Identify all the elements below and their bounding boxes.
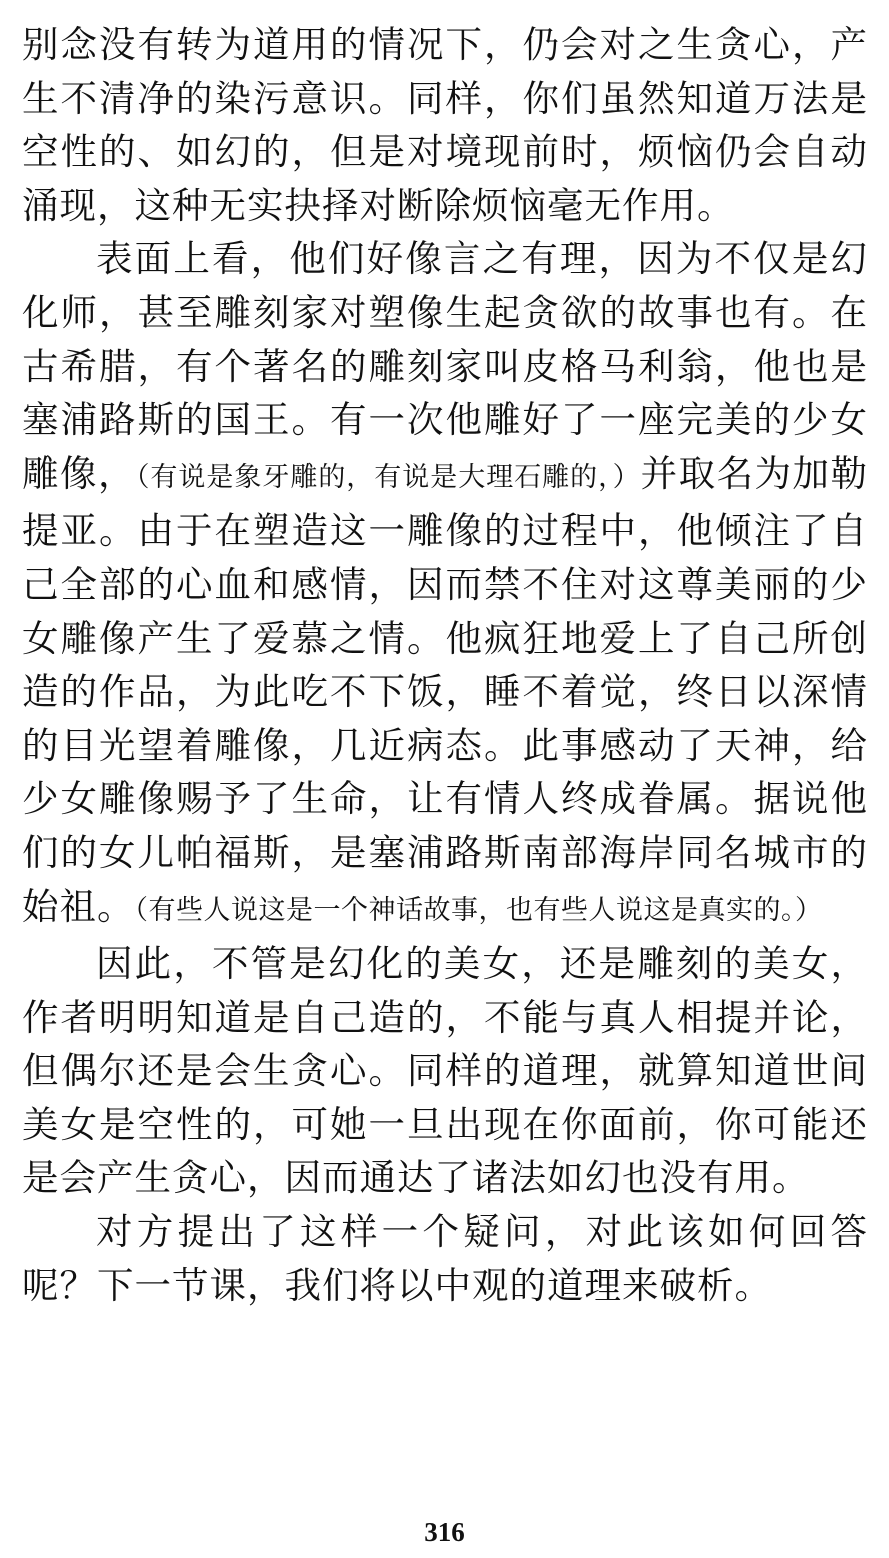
paragraph-text: 表面上看，他们好像言之有理，因为不仅是幻化师，甚至雕刻家对塑像生起贪欲的故事也有。在古希腊，有个著名的雕刻家叫皮格马利翁，他也是塞浦路斯的国王。有一次他雕好了一座完美的少女雕像， [22, 237, 868, 495]
inline-note: （有说是象牙雕的，有说是大理石雕的，） [135, 461, 641, 493]
paragraph-text: 因此，不管是幻化的美女，还是雕刻的美女，作者明明知道是自己造的，不能与真人相提并论，但偶尔还是会生贪心。同样的道理，就算知道世间美女是空性的，可她一旦出现在你面前，你可能还是会产生贪心，因而通达了诸法如幻也没有用。 [22, 942, 868, 1200]
inline-note: （有些人说这是一个神话故事，也有些人说这是真实的。） [134, 894, 823, 926]
paragraph-text: 对方提出了这样一个疑问，对此该如何回答呢？下一节课，我们将以中观的道理来破析。 [22, 1210, 868, 1307]
paragraph-1 [22, 18, 868, 232]
paragraph-3 [22, 937, 868, 1205]
page-body [22, 18, 868, 1312]
paragraph-text: 别念没有转为道用的情况下，仍会对之生贪心，产生不清净的染污意识。同样，你们虽然知道万法是空性的、如幻的，但是对境现前时，烦恼仍会自动涌现，这种无实抉择对断除烦恼毫无作用。 [22, 23, 868, 227]
paragraph-text: 并取名为加勒提亚。由于在塑造这一雕像的过程中，他倾注了自己全部的心血和感情，因而禁不住对这尊美丽的少女雕像产生了爱慕之情。他疯狂地爱上了自己所创造的作品，为此吃不下饭，睡不着觉，终日以深情的目光望着雕像，几近病态。此事感动了天神，给少女雕像赐予了生命，让有情人终成眷属。据说他们的女儿帕福斯，是塞浦路斯南部海岸同名城市的始祖。 [22, 451, 869, 928]
paragraph-4 [22, 1205, 868, 1312]
page-number: 316 [424, 1517, 465, 1547]
paragraph-2 [22, 232, 868, 937]
